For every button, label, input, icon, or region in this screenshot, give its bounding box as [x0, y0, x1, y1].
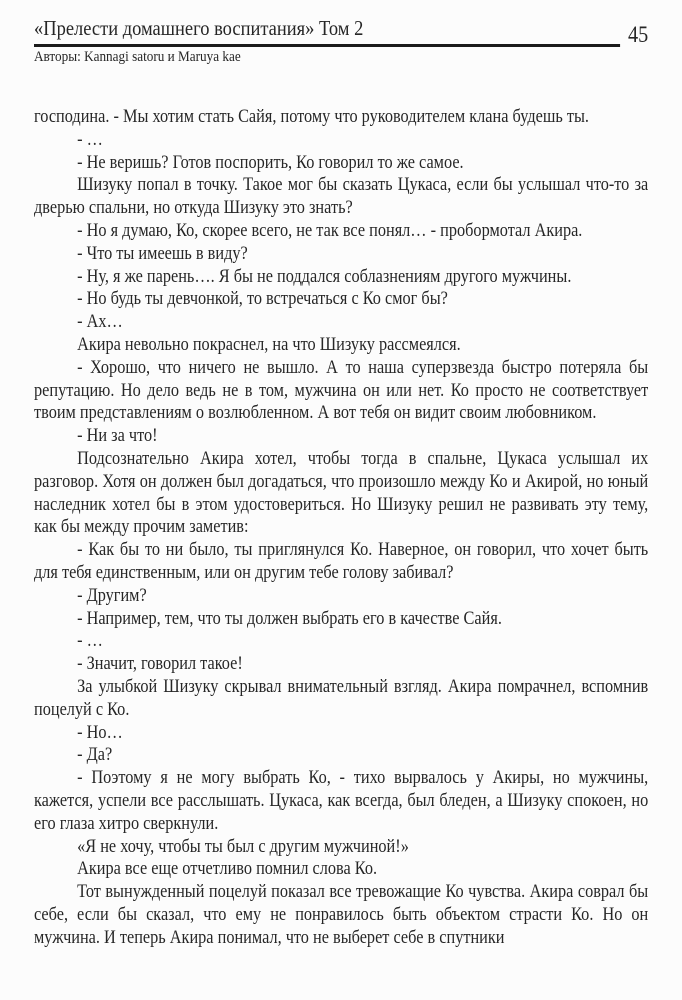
- paragraph: Подсознательно Акира хотел, чтобы тогда в спальне, Цукаса услышал их разговор. Хотя он должен был догадаться, что произошло между Ко и Акирой, но юный наследник хотел бы в этом удостовериться. Но Шизуку решил не развивать эту тему, как бы между прочим заметив:: [34, 448, 649, 538]
- paragraph: - Но я думаю, Ко, скорее всего, не так все понял… - пробормотал Акира.: [77, 220, 583, 241]
- paragraph: «Я не хочу, чтобы ты был с другим мужчиной!»: [77, 836, 409, 857]
- paragraph: - Ни за что!: [77, 426, 158, 447]
- paragraph: - …: [77, 631, 103, 652]
- paragraph: Шизуку попал в точку. Такое мог бы сказать Цукаса, если бы услышал что-то за дверью спальни, но откуда Шизуку это знать?: [34, 175, 649, 219]
- paragraph: - …: [77, 129, 103, 150]
- page-text: [34, 106, 648, 949]
- paragraph: - Например, тем, что ты должен выбрать его в качестве Сайя.: [77, 608, 502, 629]
- paragraph: - Но…: [77, 722, 123, 743]
- paragraph: - Не веришь? Готов поспорить, Ко говорил то же самое.: [77, 152, 464, 173]
- paragraph: господина. - Мы хотим стать Сайя, потому что руководителем клана будешь ты.: [34, 107, 589, 127]
- paragraph: - Другим?: [77, 585, 147, 606]
- paragraph: - Хорошо, что ничего не вышло. А то наша суперзвезда быстро потеряла бы репутацию. Но дело ведь не в том, мужчина он или нет. Ко просто не соответствует твоим представлениям о возлюбленном. А вот тебя он видит своим любовником.: [34, 357, 649, 424]
- paragraph: Акира все еще отчетливо помнил слова Ко.: [77, 859, 378, 880]
- paragraph: За улыбкой Шизуку скрывал внимательный взгляд. Акира помрачнел, вспомнив поцелуй с Ко.: [34, 676, 649, 720]
- paragraph: - Но будь ты девчонкой, то встречаться с Ко смог бы?: [77, 289, 448, 310]
- paragraph: - Значит, говорил такое!: [77, 654, 243, 675]
- page-number: 45: [628, 22, 649, 47]
- paragraph: - Ну, я же парень…. Я бы не поддался соблазнениям другого мужчины.: [77, 266, 572, 287]
- book-title: «Прелести домашнего воспитания» Том 2: [34, 16, 620, 47]
- paragraph: Акира невольно покраснел, на что Шизуку рассмеялся.: [77, 334, 461, 355]
- paragraph: - Ах…: [77, 312, 123, 333]
- paragraph: Тот вынужденный поцелуй показал все тревожащие Ко чувства. Акира соврал бы себе, если бы сказал, что ему не понравилось быть объектом страсти Ко. Но он мужчина. И теперь Акира понимал, что не выберет себе в спутники: [34, 882, 649, 948]
- paragraph: - Что ты имеешь в виду?: [77, 243, 248, 264]
- paragraph: - Как бы то ни было, ты приглянулся Ко. Наверное, он говорил, что хочет быть для тебя единственным, или он другим тебе голову забивал?: [34, 540, 649, 583]
- authors-line: Авторы: Kannagi satoru и Maruya kae: [34, 49, 241, 65]
- page-inner: [34, 16, 648, 949]
- paragraph: - Поэтому я не могу выбрать Ко, - тихо вырвалось у Акиры, но мужчины, кажется, успели все расслышать. Цукаса, как всегда, был бледен, а Шизуку спокоен, но его глаза хитро сверкнули.: [34, 768, 649, 834]
- page-header: [34, 16, 648, 47]
- paragraph: - Да?: [77, 745, 113, 766]
